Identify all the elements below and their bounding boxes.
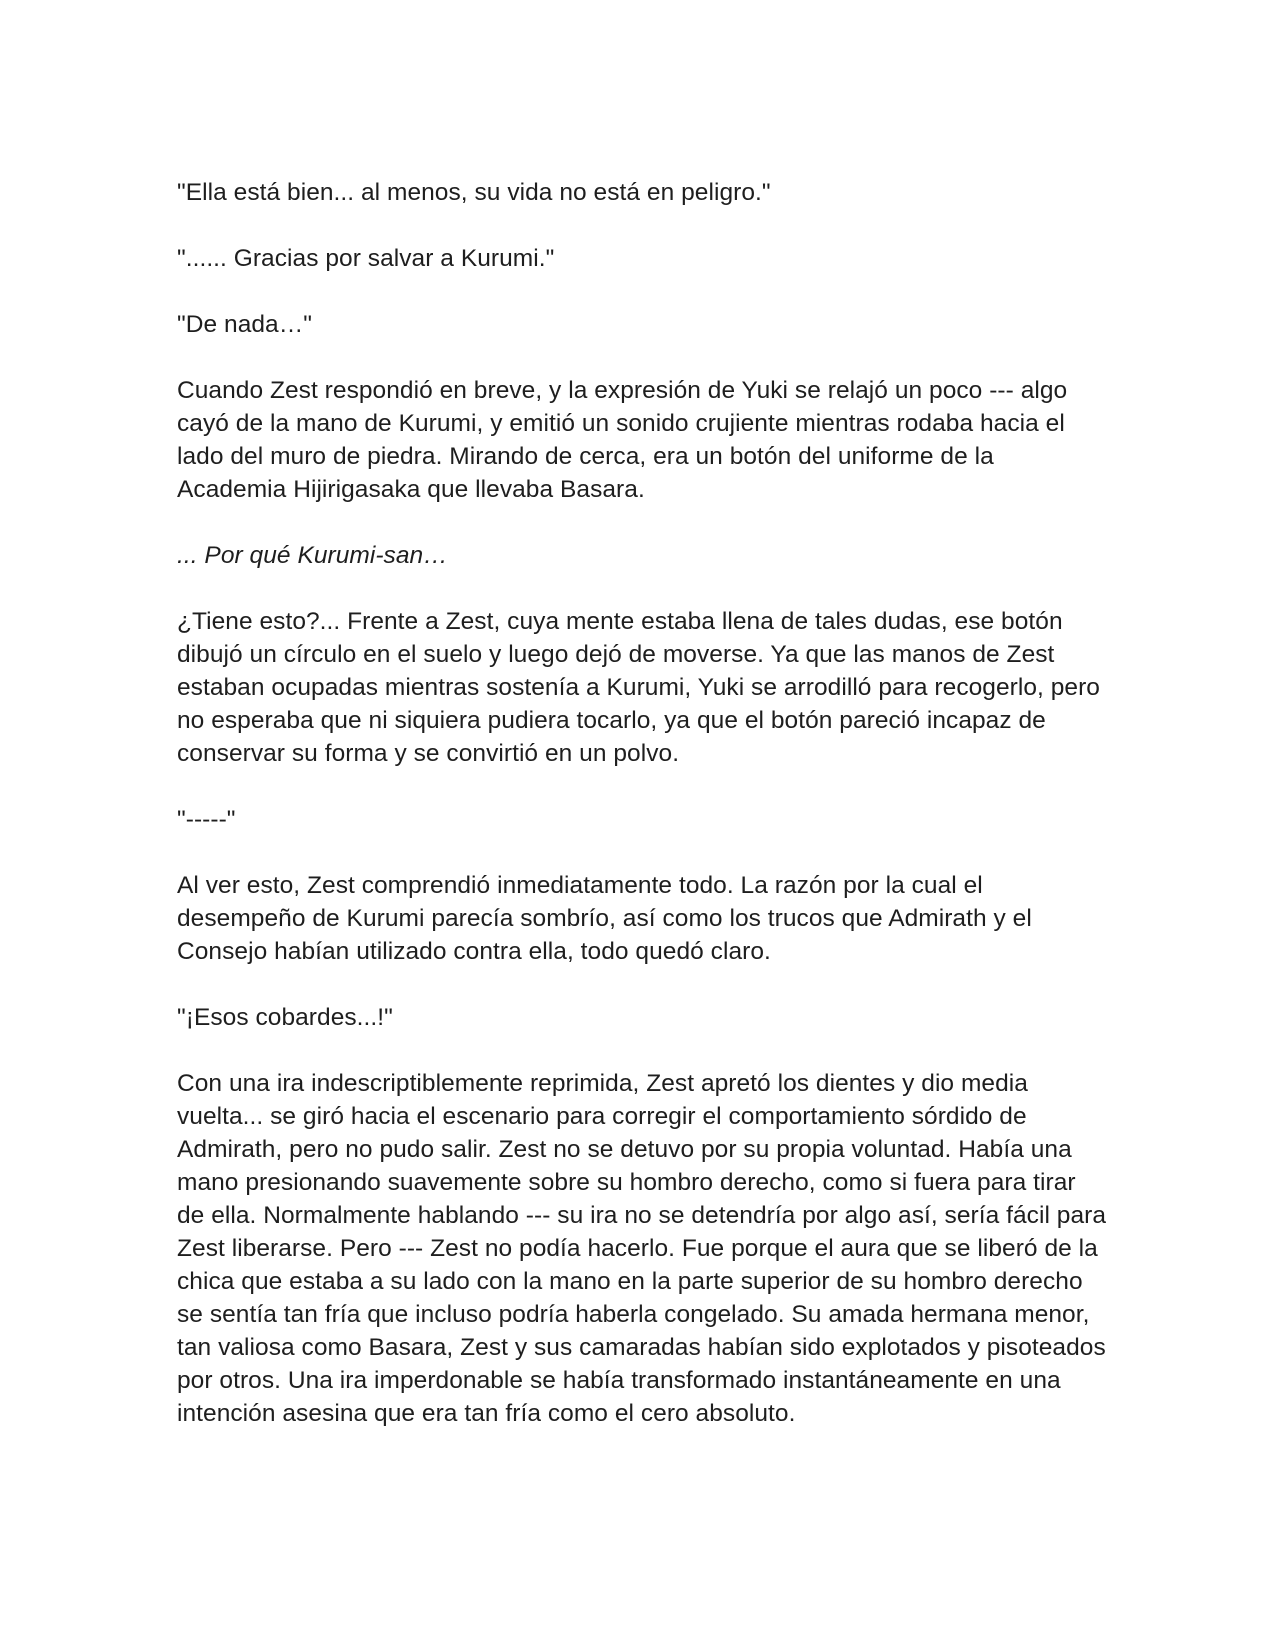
paragraph-8: Al ver esto, Zest comprendió inmediatamente todo. La razón por la cual el desempeño de Kurumi parecía sombrío, así como los trucos que Admirath y el Consejo habían utilizado contra ella, todo quedó claro. xyxy=(177,872,1032,965)
paragraph-4: Cuando Zest respondió en breve, y la expresión de Yuki se relajó un poco --- algo cayó de la mano de Kurumi, y emitió un sonido crujiente mientras rodaba hacia el lado del muro de piedra. Mirando de cerca, era un botón del uniforme de la Academia Hijirigasaka que llevaba Basara. xyxy=(177,377,1068,503)
paragraph-7: "-----" xyxy=(177,806,236,833)
paragraph-1: "Ella está bien... al menos, su vida no está en peligro." xyxy=(177,179,771,206)
paragraph-10: Con una ira indescriptiblemente reprimida, Zest apretó los dientes y dio media vuelta... se giró hacia el escenario para corregir el comportamiento sórdido de Admirath, pero no pudo salir. Zest no se detuvo por su propia voluntad. Había una mano presionando suavemente sobre su hombro derecho, como si fuera para tirar de ella. Normalmente hablando --- su ira no se detendría por algo así, sería fácil para Zest liberarse. Pero --- Zest no podía hacerlo. Fue porque el aura que se liberó de la chica que estaba a su lado con la mano en la parte superior de su hombro derecho se sentía tan fría que incluso podría haberla congelado. Su amada hermana menor, tan valiosa como Basara, Zest y sus camaradas habían sido explotados y pisoteados por otros. Una ira imperdonable se había transformado instantáneamente en una intención asesina que era tan fría como el cero absoluto. xyxy=(177,1070,1107,1427)
paragraph-5-italic-thought: ... Por qué Kurumi-san… xyxy=(177,542,448,569)
paragraph-2: "...... Gracias por salvar a Kurumi." xyxy=(177,245,555,272)
paragraph-6: ¿Tiene esto?... Frente a Zest, cuya mente estaba llena de tales dudas, ese botón dibujó un círculo en el suelo y luego dejó de moverse. Ya que las manos de Zest estaban ocupadas mientras sostenía a Kurumi, Yuki se arrodilló para recogerlo, pero no esperaba que ni siquiera pudiera tocarlo, ya que el botón pareció incapaz de conservar su forma y se convirtió en un polvo. xyxy=(177,608,1100,767)
paragraph-9: "¡Esos cobardes...!" xyxy=(177,1004,393,1031)
paragraph-3: "De nada…" xyxy=(177,311,313,338)
document-body xyxy=(177,176,1107,1463)
